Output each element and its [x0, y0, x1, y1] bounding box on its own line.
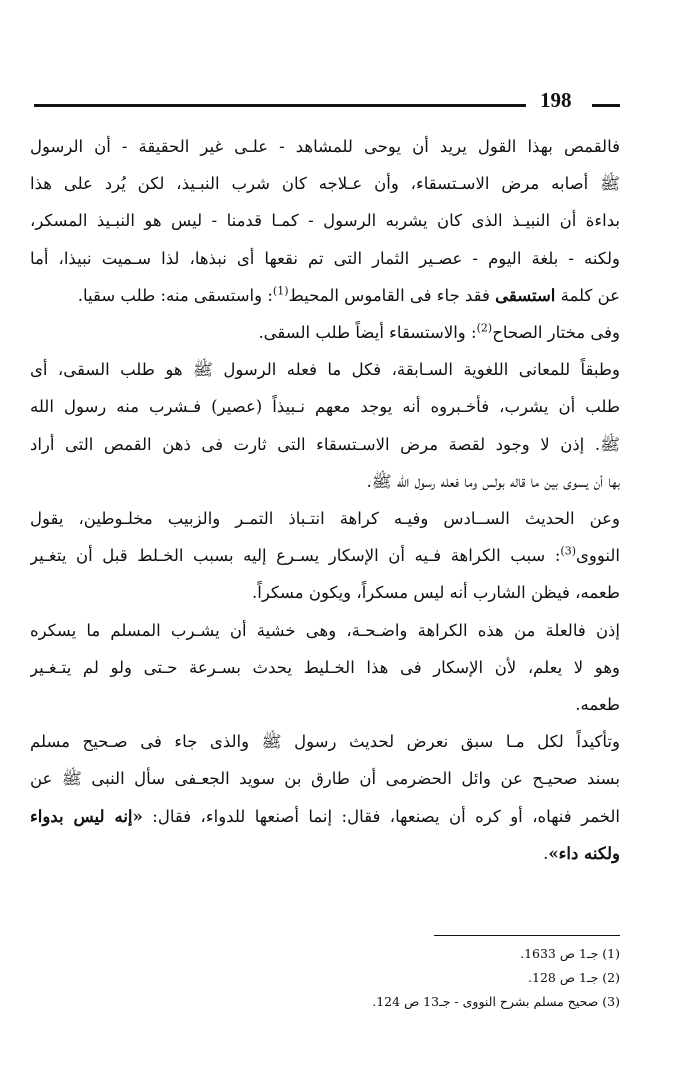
footnote: (1) جـ1 ص 1633. [520, 946, 620, 961]
header-rule [34, 104, 526, 107]
text-line: وهو لا يعلم، لأن الإسكار فى هذا الخـليط يحدث بسـرعة حـتى ولو لم يتـغـير [30, 657, 620, 677]
bold-quote: «إنه ليس بدواء [30, 806, 143, 826]
text-line [30, 277, 620, 314]
page-number: 198 [540, 88, 572, 112]
text-line [30, 835, 620, 872]
footnote-rule [434, 935, 620, 936]
text-fragment: : واستسقى منه: طلب سقيا. [77, 285, 273, 305]
text-fragment: . [543, 843, 549, 863]
text-line: ﷺ. إذن لا وجود لقصة مرض الاسـتسقاء التى ثارت فى ذهن القمص التى أراد [30, 434, 620, 454]
text-fragment: : سبب الكراهة فـيه أن الإسكار يسـرع إليه بسبب الخـلط قبل أن يتغـير [30, 546, 561, 566]
text-line [30, 314, 620, 351]
text-line: طعمه، فيظن الشارب أنه ليس مسكراً، ويكون مسكراً. [251, 583, 620, 603]
text-line [30, 537, 620, 574]
header-dash [592, 104, 620, 107]
footnote: (2) جـ1 ص 128. [528, 970, 620, 985]
text-line: ولكنه - بلغة اليوم - عصـير الثمار التى تم نقعها أى نبذها، لذا سـميت نبيذا، أما [30, 248, 620, 268]
text-line: وطبقاً للمعانى اللغوية السـابقة، فكل ما فعله الرسول ﷺ هو طلب السقى، أى [30, 360, 620, 380]
text-line: فالقمص بهذا القول يريد أن يوحى للمشاهد - علـى غير الحقيقة - أن الرسول [30, 137, 620, 156]
text-fragment: النووى [576, 546, 620, 566]
text-line: وعن الحديث الســادس وفيـه كراهة انتـباذ التمـر والزبيب مخلـوطين، يقول [30, 509, 620, 529]
bold-term: استسقى [495, 285, 556, 305]
bold-quote: ولكنه داء» [548, 843, 620, 863]
text-fragment: الخمر فنهاه، أو كره أن يصنعها، فقال: إنما أصنعها للدواء، فقال: [152, 806, 620, 826]
text-line: بداءة أن النبيـذ الذى كان يشربه الرسول - كمـا قدمنا - ليس هو النبـيذ المسكر، [30, 211, 620, 231]
text-line: بها أن يسوى بين ما قاله بولس وما فعله رسول الله ﷺ. [366, 471, 620, 491]
text-fragment: عن كلمة [560, 285, 620, 305]
text-line: طعمه. [575, 695, 620, 715]
text-line [30, 798, 620, 835]
text-fragment: : والاستسقاء أيضاً طلب السقى. [258, 323, 477, 343]
footnote: (3) صحيح مسلم بشرح النووى - جـ13 ص 124. [372, 994, 620, 1009]
footnotes [300, 942, 620, 1014]
body-text [30, 128, 620, 872]
footnote-ref: (1) [272, 284, 289, 298]
text-line: وتأكيداً لكل مـا سبق نعرض لحديث رسول ﷺ والذى جاء فى صـحيح مسلم [30, 732, 620, 752]
text-line: ﷺ أصابه مرض الاسـتسقاء، وأن عـلاجه كان شرب النبـيذ، لكن يُرد على هذا [30, 174, 620, 194]
footnote-ref: (2) [476, 321, 493, 335]
footnote-ref: (3) [560, 544, 576, 558]
text-line: إذن فالعلة من هذه الكراهة واضـحـة، وهى خشية أن يشـرب المسلم ما يسكره [30, 620, 620, 640]
text-fragment: فقد جاء فى القاموس المحيط [288, 285, 490, 305]
text-line: طلب أن يشرب، فأخـبروه أنه يوجد معهم نـبيذاً (عصير) فـشرب منه رسول الله [30, 397, 620, 417]
text-line: بسند صحيـح عن وائل الحضرمى أن طارق بن سويد الجعـفى سأل النبى ﷺ عن [30, 769, 620, 789]
text-fragment: وفى مختار الصحاح [492, 323, 620, 343]
